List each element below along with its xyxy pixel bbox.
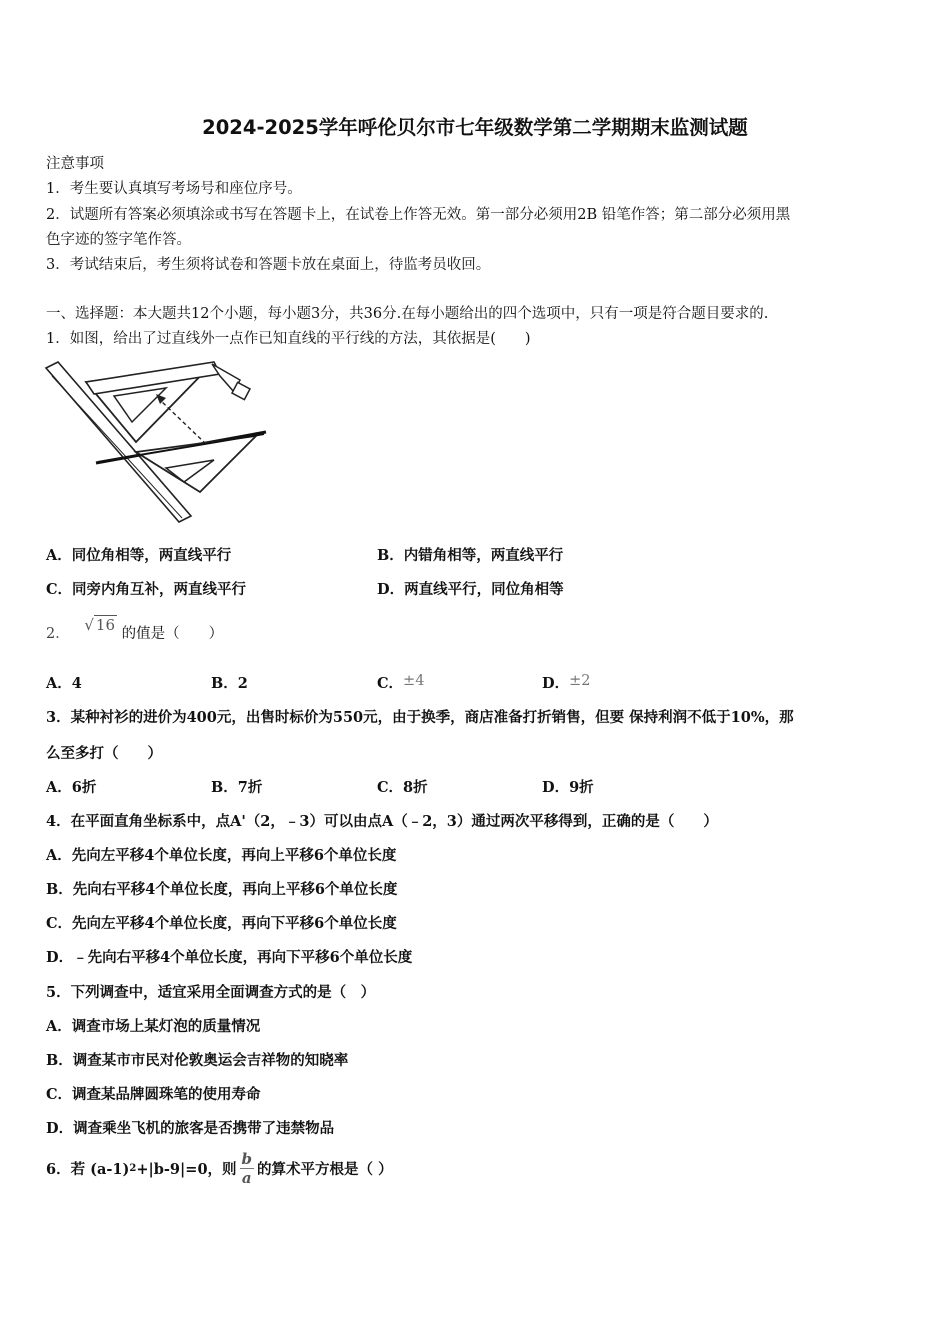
q6-stem-tail: 的算术平方根是（ ） (257, 1161, 393, 1178)
q2-stem (46, 616, 224, 643)
q2-option-d-label: D． (542, 675, 570, 692)
fraction-b-over-a (240, 1150, 255, 1187)
notice-heading: 注意事项 (46, 156, 104, 172)
q1-option-b: B．内错角相等，两直线平行 (377, 547, 564, 564)
q1-option-a: A．同位角相等，两直线平行 (46, 547, 232, 564)
q4-option-d: D．﹣先向右平移4个单位长度，再向下平移6个单位长度 (46, 949, 413, 966)
q2-option-d (542, 672, 590, 693)
q3-stem-line-2: 么至多打（ ） (46, 745, 162, 762)
q2-option-c-value: ±4 (403, 673, 425, 689)
q3-option-c: C．8折 (377, 779, 428, 796)
q3-option-b: B．7折 (211, 779, 263, 796)
q2-option-a: A．4 (46, 675, 82, 692)
page-title: 2024-2025学年呼伦贝尔市七年级数学第二学期期末监测试题 (202, 116, 748, 139)
q3-option-a: A．6折 (46, 779, 97, 796)
sqrt-expression (84, 616, 117, 634)
q6-stem-mid: +|b-9|=0，则 (136, 1161, 237, 1178)
fraction-numerator: b (241, 1150, 253, 1168)
q5-stem: 5．下列调查中，适宜采用全面调查方式的是（ ） (46, 984, 376, 1001)
notice-item-1: 1．考生要认真填写考场号和座位序号。 (46, 181, 302, 197)
notice-item-3: 3．考试结束后，考生须将试卷和答题卡放在桌面上，待监考员收回。 (46, 257, 491, 273)
notice-item-2a: 2．试题所有答案必须填涂或书写在答题卡上，在试卷上作答无效。第一部分必须用2B 铅笔作答；第二部分必须用黑 (46, 207, 791, 223)
q5-option-a: A．调查市场上某灯泡的质量情况 (46, 1018, 261, 1035)
q2-stem-tail: 的值是（ ） (121, 626, 224, 642)
q1-option-d: D．两直线平行，同位角相等 (377, 581, 564, 598)
q3-stem-line-1: 3．某种衬衫的进价为400元，出售时标价为550元，由于换季，商店准备打折销售，但要 保持利润不低于10%，那 (46, 709, 794, 726)
q5-option-c: C．调查某品牌圆珠笔的使用寿命 (46, 1086, 261, 1103)
q2-number: 2． (46, 626, 70, 642)
section-heading: 一、选择题：本大题共12个小题，每小题3分，共36分.在每小题给出的四个选项中，只有一项是符合题目要求的. (46, 306, 769, 322)
q1-stem: 1．如图，给出了过直线外一点作已知直线的平行线的方法，其依据是( ) (46, 331, 531, 347)
q5-option-d: D．调查乘坐飞机的旅客是否携带了违禁物品 (46, 1120, 335, 1137)
q4-option-a: A．先向左平移4个单位长度，再向上平移6个单位长度 (46, 847, 397, 864)
q4-option-b: B．先向右平移4个单位长度，再向上平移6个单位长度 (46, 881, 398, 898)
q5-option-b: B．调查某市市民对伦敦奥运会吉祥物的知晓率 (46, 1052, 349, 1069)
q1-option-c: C．同旁内角互补，两直线平行 (46, 581, 247, 598)
q2-option-d-value: ±2 (569, 673, 591, 689)
q6-exponent: 2 (129, 1163, 137, 1174)
fraction-denominator: a (241, 1169, 252, 1187)
q2-option-c-label: C． (377, 675, 404, 692)
q3-option-d: D．9折 (542, 779, 594, 796)
sqrt-radicand: 16 (95, 616, 115, 634)
q6-stem-pre: 6．若 (a-1) (46, 1161, 130, 1178)
parallel-line-construction-figure (44, 360, 269, 528)
q6-stem (46, 1150, 393, 1187)
sqrt-sign-icon: √ (84, 616, 94, 634)
q4-option-c: C．先向左平移4个单位长度，再向下平移6个单位长度 (46, 915, 397, 932)
q2-option-c (377, 672, 424, 693)
q4-stem: 4．在平面直角坐标系中，点A'（2，﹣3）可以由点A（﹣2，3）通过两次平移得到，正确的是（ ） (46, 813, 718, 830)
notice-item-2b: 色字迹的签字笔作答。 (46, 232, 191, 248)
q2-option-b: B．2 (211, 675, 248, 692)
